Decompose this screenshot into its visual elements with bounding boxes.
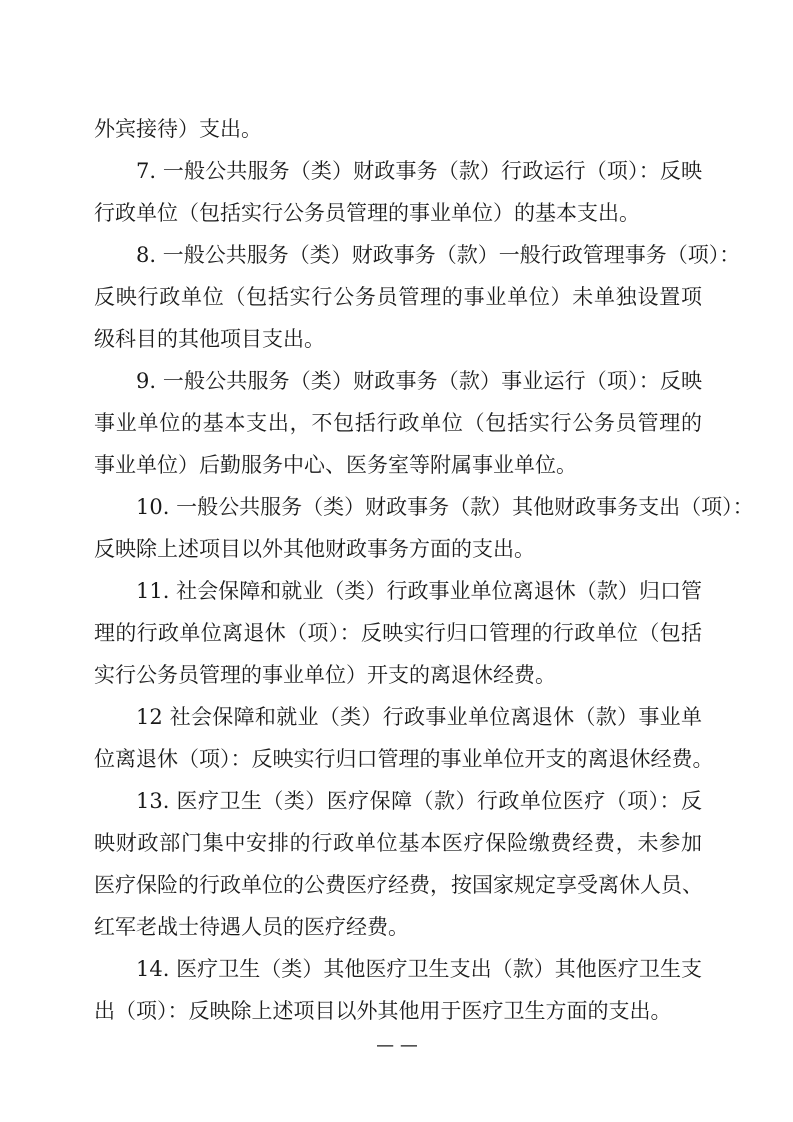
- paragraph-line: 医疗保险的行政单位的公费医疗经费，按国家规定享受离休人员、: [94, 873, 703, 897]
- paragraph-line: 行政单位（包括实行公务员管理的事业单位）的基本支出。: [94, 201, 640, 225]
- paragraph-line: 8. 一般公共服务（类）财政事务（款）一般行政管理事务（项）：: [136, 243, 741, 267]
- paragraph-line: 位离退休（项）：反映实行归口管理的事业单位开支的离退休经费。: [94, 747, 714, 771]
- paragraph-line: 红军老战士待遇人员的医疗经费。: [94, 915, 409, 939]
- paragraph-line: 反映行政单位（包括实行公务员管理的事业单位）未单独设置项: [94, 285, 702, 309]
- paragraph-line: 实行公务员管理的事业单位）开支的离退休经费。: [94, 663, 556, 687]
- paragraph-line: 外宾接待）支出。: [94, 117, 262, 141]
- paragraph-line: 9. 一般公共服务（类）财政事务（款）事业运行（项）：反映: [136, 369, 702, 393]
- page-number-mark: — —: [376, 1035, 418, 1056]
- paragraph-line: 7. 一般公共服务（类）财政事务（款）行政运行（项）：反映: [136, 159, 702, 183]
- paragraph-line: 14. 医疗卫生（类）其他医疗卫生支出（款）其他医疗卫生支: [136, 957, 702, 981]
- paragraph-line: 事业单位的基本支出，不包括行政单位（包括实行公务员管理的: [94, 411, 702, 435]
- paragraph-line: 出（项）：反映除上述项目以外其他用于医疗卫生方面的支出。: [94, 999, 672, 1023]
- paragraph-line: 11. 社会保障和就业（类）行政事业单位离退休（款）归口管: [136, 579, 702, 603]
- paragraph-line: 级科目的其他项目支出。: [94, 327, 325, 351]
- paragraph-line: 12 社会保障和就业（类）行政事业单位离退休（款）事业单: [136, 705, 702, 729]
- paragraph-line: 反映除上述项目以外其他财政事务方面的支出。: [94, 537, 535, 561]
- paragraph-line: 映财政部门集中安排的行政单位基本医疗保险缴费经费，未参加: [94, 831, 702, 855]
- paragraph-line: 事业单位）后勤服务中心、医务室等附属事业单位。: [94, 453, 577, 477]
- paragraph-line: 理的行政单位离退休（项）：反映实行归口管理的行政单位（包括: [94, 621, 702, 645]
- paragraph-line: 13. 医疗卫生（类）医疗保障（款）行政单位医疗（项）：反: [136, 789, 702, 813]
- paragraph-line: 10. 一般公共服务（类）财政事务（款）其他财政事务支出（项）：: [136, 495, 754, 519]
